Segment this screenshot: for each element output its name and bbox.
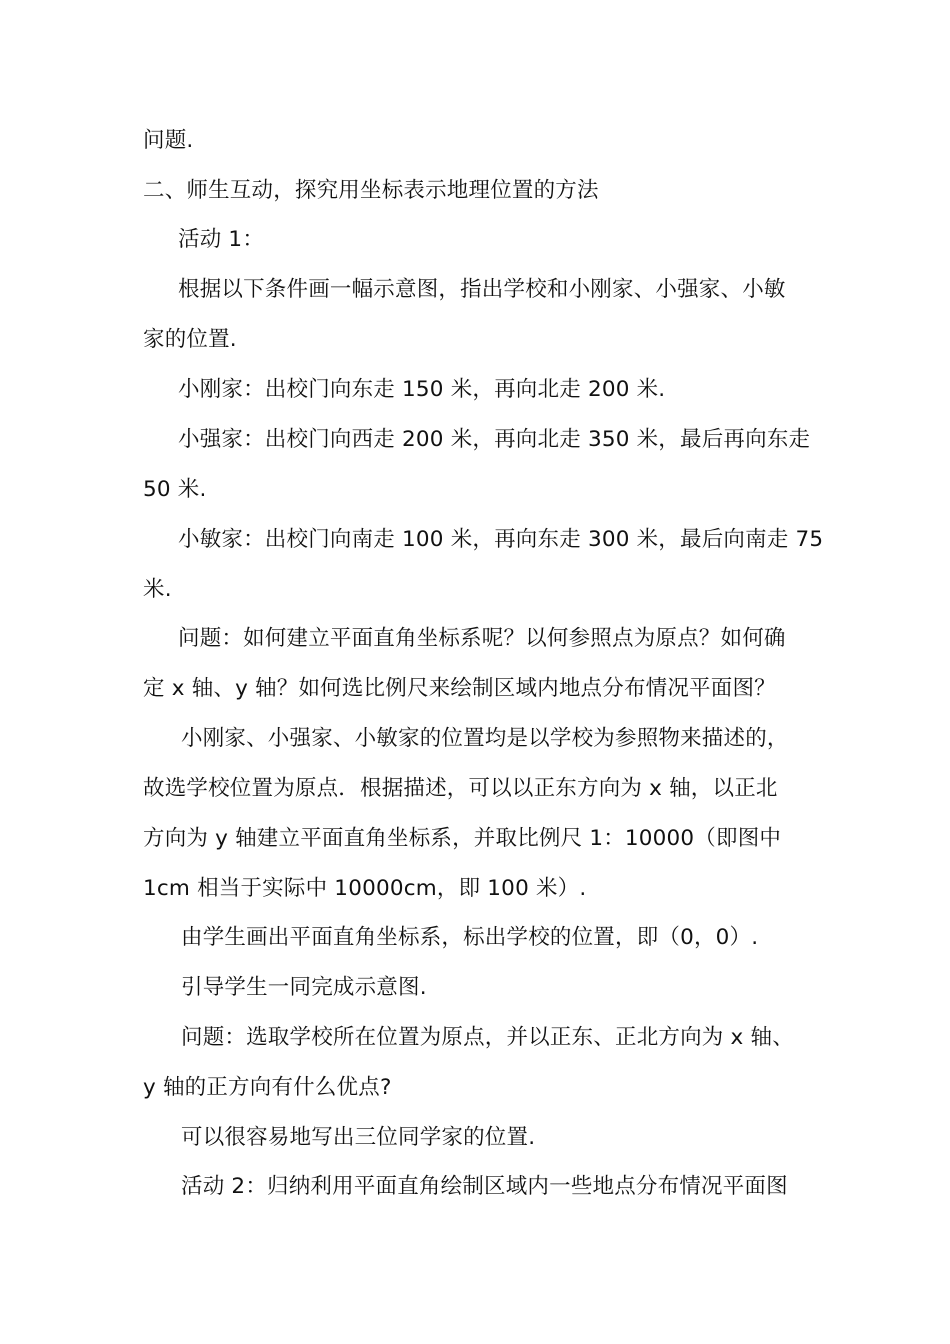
text-line: 由学生画出平面直角坐标系，标出学校的位置，即（0，0）. bbox=[181, 925, 759, 950]
text-line: 小强家：出校门向西走 200 米，再向北走 350 米，最后再向东走 bbox=[178, 427, 811, 452]
text-line: 方向为 y 轴建立平面直角坐标系，并取比例尺 1：10000（即图中 bbox=[143, 826, 782, 851]
text-line: 根据以下条件画一幅示意图，指出学校和小刚家、小强家、小敏 bbox=[178, 277, 786, 302]
text-line: 小刚家：出校门向东走 150 米，再向北走 200 米. bbox=[178, 377, 666, 402]
text-line: 小敏家：出校门向南走 100 米，再向东走 300 米，最后向南走 75 bbox=[178, 527, 824, 552]
text-line: 50 米. bbox=[143, 477, 207, 502]
activity-heading: 活动 1： bbox=[178, 227, 265, 252]
question-line: 定 x 轴、y 轴？如何选比例尺来绘制区域内地点分布情况平面图？ bbox=[143, 676, 776, 701]
text-line: 故选学校位置为原点．根据描述，可以以正东方向为 x 轴，以正北 bbox=[143, 776, 778, 801]
text-line: 家的位置. bbox=[143, 327, 237, 352]
text-line: 1cm 相当于实际中 10000cm，即 100 米）. bbox=[143, 876, 587, 901]
text-line: 可以很容易地写出三位同学家的位置. bbox=[181, 1125, 536, 1150]
text-line: 米. bbox=[143, 577, 172, 602]
question-line: y 轴的正方向有什么优点? bbox=[143, 1075, 392, 1100]
question-line: 问题：选取学校所在位置为原点，并以正东、正北方向为 x 轴、 bbox=[181, 1025, 794, 1050]
section-heading: 二、师生互动，探究用坐标表示地理位置的方法 bbox=[143, 178, 599, 203]
text-line: 问题. bbox=[143, 128, 194, 153]
text-line: 小刚家、小强家、小敏家的位置均是以学校为参照物来描述的， bbox=[181, 726, 789, 751]
text-line: 引导学生一同完成示意图. bbox=[181, 975, 427, 1000]
activity-heading: 活动 2：归纳利用平面直角绘制区域内一些地点分布情况平面图 bbox=[181, 1174, 788, 1199]
question-line: 问题：如何建立平面直角坐标系呢？以何参照点为原点？如何确 bbox=[178, 626, 786, 651]
